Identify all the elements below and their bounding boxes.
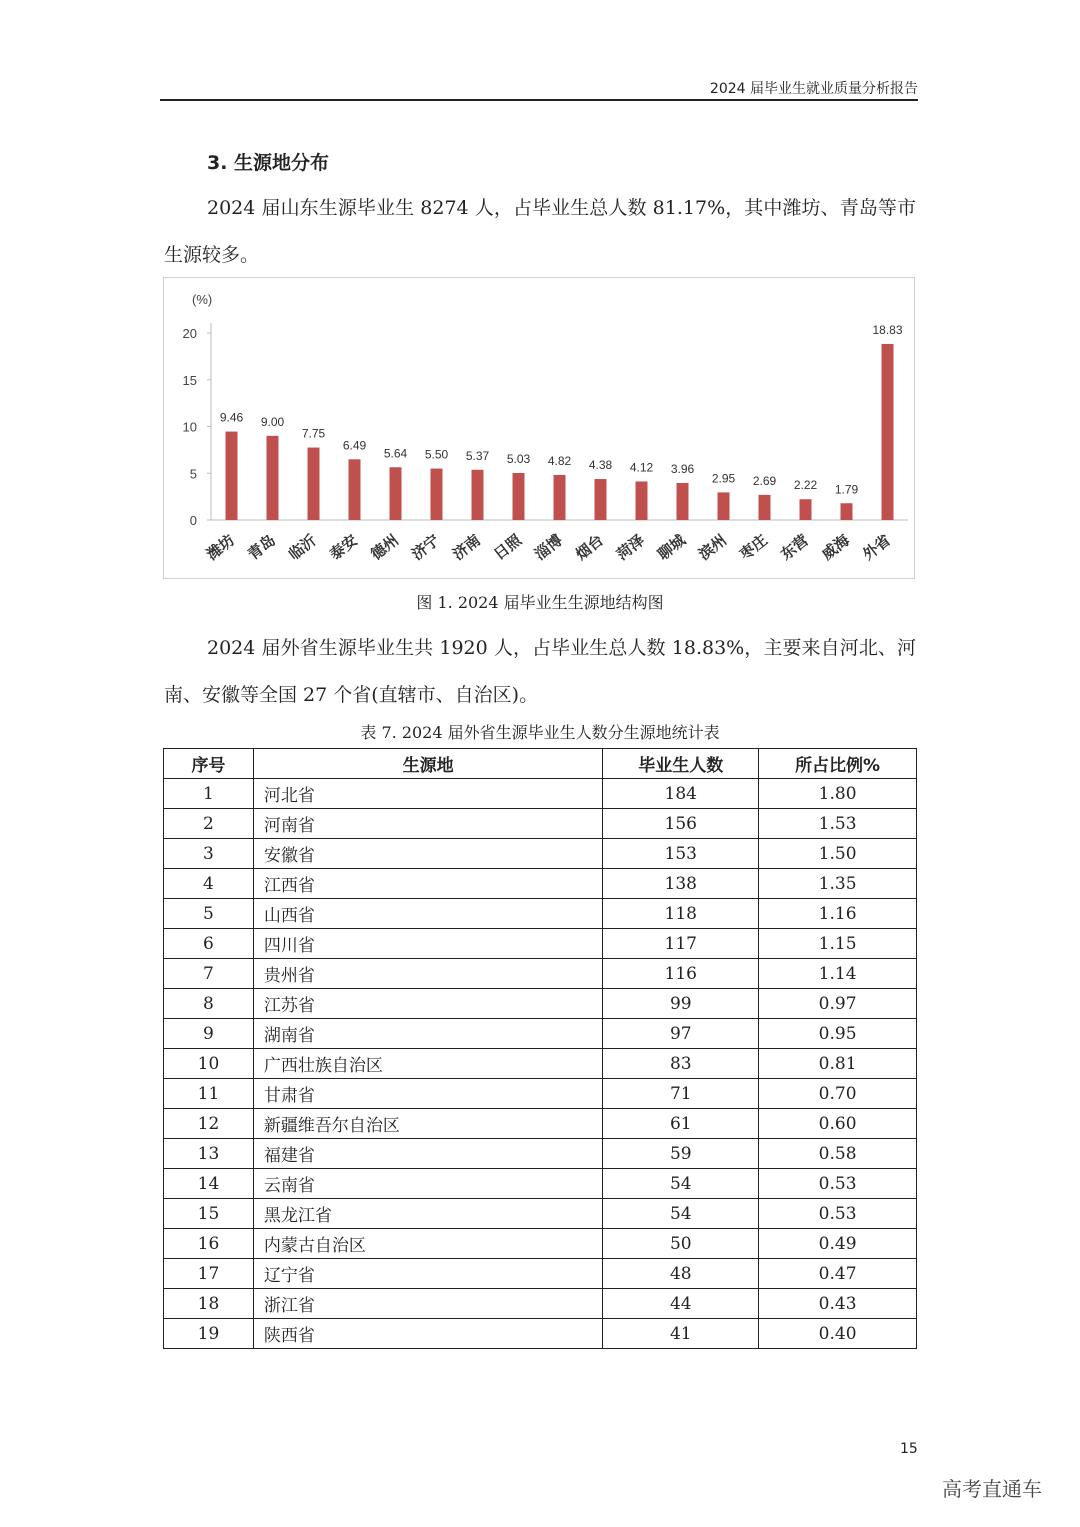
- bar-value-label: 9.46: [219, 410, 244, 425]
- chart-frame: [163, 277, 915, 579]
- row-province: 湖南省: [253, 1019, 602, 1049]
- column-header: 毕业生人数: [603, 749, 759, 779]
- row-province: 安徽省: [253, 839, 602, 869]
- table-row: [164, 869, 917, 899]
- category-label: 日照: [490, 530, 525, 564]
- row-index: 12: [164, 1109, 254, 1139]
- source-distribution-chart: [164, 278, 914, 578]
- row-count: 153: [603, 839, 759, 869]
- figure-caption: 图 1. 2024 届毕业生生源地结构图: [416, 593, 664, 612]
- table-body: [164, 779, 917, 1349]
- row-percent: 1.50: [759, 839, 917, 869]
- category-label: 外省: [859, 530, 894, 564]
- chart-bar: [882, 344, 894, 520]
- row-percent: 0.95: [759, 1019, 917, 1049]
- row-province: 浙江省: [253, 1289, 602, 1319]
- row-percent: 0.97: [759, 989, 917, 1019]
- row-province: 云南省: [253, 1169, 602, 1199]
- bar-value-label: 5.50: [424, 447, 449, 462]
- bar-value-label: 2.22: [793, 478, 818, 493]
- row-count: 138: [603, 869, 759, 899]
- bar-value-label: 18.83: [872, 322, 903, 337]
- bar-value-label: 9.00: [260, 414, 285, 429]
- row-count: 41: [603, 1319, 759, 1349]
- provinces-table: [163, 748, 917, 1349]
- row-percent: 1.53: [759, 809, 917, 839]
- row-index: 14: [164, 1169, 254, 1199]
- chart-bar: [841, 503, 853, 520]
- row-province: 甘肃省: [253, 1079, 602, 1109]
- chart-bar: [226, 432, 238, 520]
- row-count: 83: [603, 1049, 759, 1079]
- row-index: 9: [164, 1019, 254, 1049]
- column-header: 生源地: [253, 749, 602, 779]
- row-index: 2: [164, 809, 254, 839]
- row-index: 15: [164, 1199, 254, 1229]
- row-count: 61: [603, 1109, 759, 1139]
- row-province: 河北省: [253, 779, 602, 809]
- category-label: 淄博: [531, 530, 566, 564]
- bar-value-label: 4.12: [629, 460, 654, 475]
- bar-value-label: 4.82: [547, 453, 572, 468]
- row-index: 13: [164, 1139, 254, 1169]
- category-label: 东营: [777, 530, 812, 564]
- row-percent: 1.35: [759, 869, 917, 899]
- row-province: 陕西省: [253, 1319, 602, 1349]
- chart-bar: [554, 475, 566, 520]
- table-row: [164, 899, 917, 929]
- chart-bar: [390, 467, 402, 520]
- column-header: 序号: [164, 749, 254, 779]
- table-row: [164, 1049, 917, 1079]
- row-count: 99: [603, 989, 759, 1019]
- row-province: 广西壮族自治区: [253, 1049, 602, 1079]
- table-row: [164, 1109, 917, 1139]
- row-index: 10: [164, 1049, 254, 1079]
- bar-value-label: 7.75: [301, 426, 326, 441]
- row-province: 江苏省: [253, 989, 602, 1019]
- section-heading: 3. 生源地分布: [207, 152, 330, 174]
- row-index: 19: [164, 1319, 254, 1349]
- chart-bar: [636, 481, 648, 520]
- chart-bar: [308, 448, 320, 520]
- row-count: 71: [603, 1079, 759, 1109]
- chart-bar: [472, 470, 484, 520]
- row-count: 97: [603, 1019, 759, 1049]
- chart-bar: [267, 436, 279, 520]
- table-row: [164, 1079, 917, 1109]
- row-count: 54: [603, 1199, 759, 1229]
- category-label: 青岛: [244, 530, 279, 564]
- row-percent: 0.53: [759, 1169, 917, 1199]
- row-province: 新疆维吾尔自治区: [253, 1109, 602, 1139]
- row-percent: 1.14: [759, 959, 917, 989]
- table-row: [164, 1259, 917, 1289]
- row-province: 贵州省: [253, 959, 602, 989]
- row-percent: 1.16: [759, 899, 917, 929]
- table-row: [164, 1319, 917, 1349]
- table-row: [164, 1139, 917, 1169]
- category-label: 泰安: [326, 530, 361, 564]
- bar-value-label: 2.95: [711, 471, 736, 486]
- table-row: [164, 959, 917, 989]
- row-count: 44: [603, 1289, 759, 1319]
- y-tick-label: 15: [182, 372, 197, 388]
- row-province: 内蒙古自治区: [253, 1229, 602, 1259]
- page-number: 15: [900, 1441, 918, 1457]
- bar-value-label: 6.49: [342, 438, 367, 453]
- row-index: 7: [164, 959, 254, 989]
- bar-value-label: 4.38: [588, 458, 613, 473]
- table-row: [164, 809, 917, 839]
- table-caption: 表 7. 2024 届外省生源毕业生人数分生源地统计表: [360, 723, 720, 742]
- row-index: 8: [164, 989, 254, 1019]
- y-tick-label: 10: [182, 419, 197, 435]
- row-percent: 1.15: [759, 929, 917, 959]
- category-label: 潍坊: [203, 530, 238, 564]
- category-label: 德州: [367, 530, 402, 564]
- table-row: [164, 1289, 917, 1319]
- bar-value-label: 5.03: [506, 451, 531, 466]
- row-index: 16: [164, 1229, 254, 1259]
- table-row: [164, 929, 917, 959]
- column-header: 所占比例%: [759, 749, 917, 779]
- row-count: 156: [603, 809, 759, 839]
- bar-value-label: 3.96: [670, 461, 695, 476]
- row-count: 117: [603, 929, 759, 959]
- table-row: [164, 1019, 917, 1049]
- y-tick-label: 5: [189, 466, 197, 482]
- row-province: 山西省: [253, 899, 602, 929]
- header-rule: [160, 99, 918, 101]
- row-percent: 0.40: [759, 1319, 917, 1349]
- chart-bar: [349, 459, 361, 520]
- row-index: 4: [164, 869, 254, 899]
- bar-value-label: 5.64: [383, 446, 408, 461]
- category-label: 济南: [449, 530, 484, 564]
- table-row: [164, 779, 917, 809]
- y-tick-label: 20: [182, 326, 197, 341]
- row-percent: 0.47: [759, 1259, 917, 1289]
- table-header-row: [164, 749, 917, 779]
- row-province: 福建省: [253, 1139, 602, 1169]
- y-axis-unit-label: (%): [192, 292, 213, 307]
- row-count: 116: [603, 959, 759, 989]
- row-province: 四川省: [253, 929, 602, 959]
- row-percent: 0.81: [759, 1049, 917, 1079]
- row-index: 11: [164, 1079, 254, 1109]
- chart-bar: [718, 492, 730, 520]
- bar-value-label: 5.37: [465, 448, 490, 463]
- paragraph-shandong: 2024 届山东生源毕业生 8274 人，占毕业生总人数 81.17%，其中潍坊、青岛等市生源较多。: [164, 197, 916, 266]
- row-percent: 0.43: [759, 1289, 917, 1319]
- category-label: 菏泽: [613, 530, 648, 564]
- chart-bar: [513, 473, 525, 520]
- row-index: 1: [164, 779, 254, 809]
- chart-bar: [431, 469, 443, 520]
- chart-bar: [595, 479, 607, 520]
- row-index: 17: [164, 1259, 254, 1289]
- table-row: [164, 1169, 917, 1199]
- table-row: [164, 1199, 917, 1229]
- row-percent: 0.70: [759, 1079, 917, 1109]
- row-count: 59: [603, 1139, 759, 1169]
- row-province: 河南省: [253, 809, 602, 839]
- row-count: 54: [603, 1169, 759, 1199]
- paragraph-other-provinces: 2024 届外省生源毕业生共 1920 人，占毕业生总人数 18.83%，主要来自河北、河南、安徽等全国 27 个省(直辖市、自治区)。: [164, 637, 916, 706]
- category-label: 烟台: [572, 530, 607, 564]
- row-percent: 0.60: [759, 1109, 917, 1139]
- category-label: 临沂: [285, 530, 320, 564]
- row-province: 辽宁省: [253, 1259, 602, 1289]
- category-label: 枣庄: [736, 530, 771, 564]
- row-count: 50: [603, 1229, 759, 1259]
- category-label: 聊城: [654, 530, 689, 564]
- row-count: 48: [603, 1259, 759, 1289]
- chart-bar: [759, 495, 771, 520]
- header-title: 2024 届毕业生就业质量分析报告: [709, 81, 918, 97]
- row-percent: 0.53: [759, 1199, 917, 1229]
- table-row: [164, 839, 917, 869]
- table-row: [164, 1229, 917, 1259]
- row-index: 18: [164, 1289, 254, 1319]
- chart-bar: [800, 499, 812, 520]
- row-percent: 0.49: [759, 1229, 917, 1259]
- row-percent: 0.58: [759, 1139, 917, 1169]
- category-label: 威海: [818, 530, 853, 564]
- row-percent: 1.80: [759, 779, 917, 809]
- row-index: 6: [164, 929, 254, 959]
- watermark: 高考直通车: [942, 1477, 1042, 1501]
- row-count: 184: [603, 779, 759, 809]
- row-index: 5: [164, 899, 254, 929]
- row-count: 118: [603, 899, 759, 929]
- row-province: 江西省: [253, 869, 602, 899]
- category-label: 滨州: [695, 530, 730, 564]
- row-province: 黑龙江省: [253, 1199, 602, 1229]
- chart-bar: [677, 483, 689, 520]
- table-row: [164, 989, 917, 1019]
- row-index: 3: [164, 839, 254, 869]
- bar-value-label: 1.79: [834, 482, 859, 497]
- bar-value-label: 2.69: [752, 473, 777, 488]
- y-tick-label: 0: [189, 513, 197, 528]
- category-label: 济宁: [408, 530, 443, 564]
